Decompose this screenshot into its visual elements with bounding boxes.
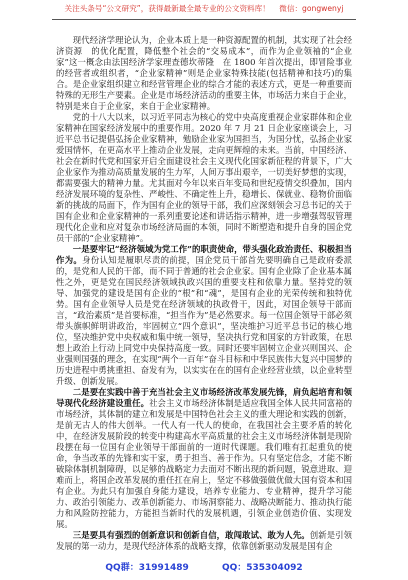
intro-paragraph: 现代经济学理论认为，企业本质上是一种资源配置的机制，其实现了社会经济资源 的优化配置，降低整个社会的“交易成本”，而作为企业领袖的“企业家”这一概念由法国经济学家理查德坎蒂隆 在 1800 年首次提出，即冒险事业的经营者或组织者，“企业家精神”则是企业家特殊技能(包括精神和技巧)的集合。是企业家组织建立和经营管理企业的综合才能的表述方式，更是一种重要而特殊的无形生产要素。企业是市场经济活动的重要主体，市场活力来自于企业，特别是来自于企业家，来自于企业家精神。 [56,35,352,111]
header-notice: 关注头条号“公文研究”，获得最新最全最专业的公文资料库！ [64,4,270,13]
header-divider [52,19,356,20]
footer-qq-group: QQ群：31991489 [105,563,189,573]
section-text: 社会主义市场经济体制是适应我国全体人民共同富裕的市场经济，其体制的建立和发展是中国特色社会主义的重大理论和实践的创新，是前无古人的伟大创举。一代人有一代人的使命，在我国社会主要矛盾的转化中，在经济发展阶段的转变中构建高水平高质量的社会主义市场经济体制是现阶段摆在每一位国有企业领导干部面前的一道时代课题。我们唯有扛起重负的使命，争当改革的先锋和实干家，勇于担当、善于作为。只有坚定信念，才能不断破除体制机制障碍，以足够的战略定力去面对不断出现的新问题，锐意进取、迎难而上，将国企改革发展的重任扛在肩上，坚定不移做强做优做大国有资本和国有企业。为此只有加强自身能力建设，培养专业能力、专业精神，提升学习能力、政治引领能力、改革创新能力、市场洞察能力、战略决断能力、推动执行能力和风险防控能力，方能担当新时代的发展机遇，引领企业创造价值、实现发展。 [56,398,352,529]
section-text: 创新是引领发展的第一动力，是现代经济体系的战略支撑，依靠创新驱动发展是国有企 [56,530,352,551]
section-paragraph-2 [56,387,352,530]
section-heading: 三是要具有强烈的创新意识和创新自信，敢闯敢试、敢为人先。 [72,530,310,540]
section-paragraph-1 [56,244,352,387]
header-wechat-id: 微信：gongwenyj [279,4,344,13]
section-paragraph-3 [56,530,352,552]
section-text: 身份认知是履职尽责的前提，国企党员干部首先要明确自己是政府委派的，是党和人民的干部，而不同于普通的社会企业家。国有企业除了企业基本属性之外，更是党在国民经济领域执政兴国的重要支柱和依靠力量。坚持党的领导、加强党的建设是国有企业的“根”和“魂”，是国有企业的光荣传统和独特优势。国有企业领导人员是党在经济领域的执政骨干，因此，对国企领导干部而言，“政治素质”是首要标准，“担当作为”是必然要求。每一位国企领导干部必须带头旗帜鲜明讲政治，牢固树立“四个意识”，坚决维护习近平总书记的核心地位，坚决维护党中央权威和集中统一领导，坚决执行党和国家的方针政策，在思想上政治上行动上同党中央保持高度一致。同时还要牢固树立企业兴则国兴、企业强则国强的理念，在实现“两个一百年”奋斗目标和中华民族伟大复兴中国梦的历史进程中勇挑重担、奋发有为，以实实在在的国有企业经营业绩，以企业转型升级、创新发展。 [56,255,352,386]
page-footer [56,561,352,575]
section-heading: 二是要在实践中善于充当社会主义市场经济改革发展先锋，肩负起培育和领导现代化经济建设重任。 [56,387,352,408]
section-heading: 一是要牢记“经济领域为党工作”的职责使命，带头强化政治责任、积极担当作为。 [56,244,352,265]
article-body [56,35,352,554]
intro-paragraph: 党的十八大以来，以习近平同志为核心的党中央高度重视企业家群体和企业家精神在国家经济发展中的重要作用。2020 年 7 月 21 日企业家座谈会上，习近平总书记提倡弘扬企业家精神，勉励企业家为国担当，为国分忧，弘扬企业家爱国情怀，在更高水平上推动企业发展，走向更辉煌的未来。当前，中国经济、社会在新时代党和国家开启全面建设社会主义现代化国家新征程的背景下，广大企业家作为推动高质量发展的生力军，人间万事出艰辛，一切美好梦想的实现，都需要强大的精神力量。尤其面对今年以来百年变局和世纪疫情交织叠加，国内经济发展环境的复杂性、严峻性、不确定性上升，稳增长、保就业、稳物价面临新的挑战的局面下，作为国有企业的领导干部，我们应深刻领会习总书记的关于国有企业和企业家精神的一系列重要论述和讲话指示精神，进一步增强驾驭管理现代化企业和应对复杂市场经济局面的本领，同时不断塑造和提升自身的国企党员干部的“企业家精神”。 [56,112,352,243]
footer-qq-number: QQ：535304092 [221,563,303,573]
page-header [56,3,352,15]
